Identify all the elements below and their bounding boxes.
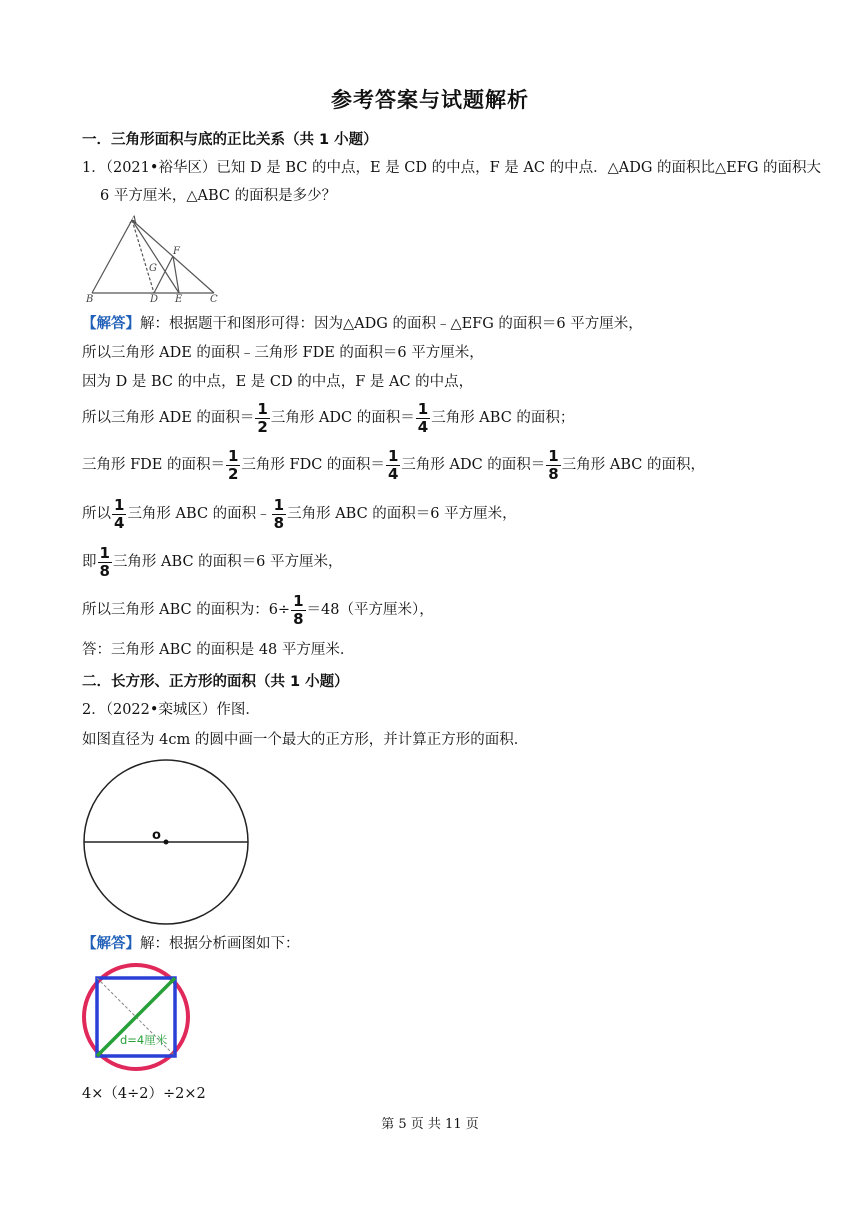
- answer-intro-text: 解：根据题干和图形可得：因为△ADG 的面积﹣△EFG 的面积＝6 平方厘米，: [140, 316, 643, 332]
- center-dot: [164, 840, 169, 845]
- fraction-eighth: $\frac{1}{8}$: [273, 495, 285, 532]
- answer-diagram: [80, 962, 192, 1072]
- label-d: D: [150, 294, 159, 304]
- q1-line-8: 所以三角形 ABC 的面积为：6÷ $\frac{1}{8}$ ＝48（平方厘米），: [82, 591, 434, 628]
- label-g: G: [149, 263, 157, 274]
- q2-stem-line2: 如图直径为 4cm 的圆中画一个最大的正方形，并计算正方形的面积．: [82, 732, 529, 748]
- fraction-quarter: $\frac{1}{4}$: [114, 495, 125, 532]
- page-footer: 第 5 页 共 11 页: [381, 1117, 479, 1132]
- answer-text: 解：根据分析画图如下：: [140, 936, 300, 952]
- label-f: F: [173, 246, 180, 257]
- label-c: C: [210, 294, 218, 304]
- fraction-half: $\frac{1}{2}$: [257, 399, 268, 436]
- answer-tag: 【解答】: [82, 316, 140, 332]
- label-a: A: [130, 215, 138, 226]
- fraction-eighth: $\frac{1}{8}$: [548, 446, 559, 483]
- section-heading-1: 一．三角形面积与底的正比关系（共 1 小题）: [82, 132, 378, 148]
- answer-tag: 【解答】: [82, 936, 140, 952]
- section-heading-2: 二．长方形、正方形的面积（共 1 小题）: [82, 674, 349, 690]
- label-e: E: [175, 294, 183, 304]
- q1-line-6: 所以 $\frac{1}{4}$ 三角形 ABC 的面积﹣ $\frac{1}{8}$ 三角形 ABC 的面积＝6 平方厘米，: [82, 495, 517, 532]
- q1-stem-line1: 1．（2021•裕华区）已知 D 是 BC 的中点，E 是 CD 的中点，F 是 AC 的中点．△ADG 的面积比△EFG 的面积大: [82, 160, 822, 176]
- center-label: o: [152, 828, 161, 843]
- q1-conclusion: 答：三角形 ABC 的面积是 48 平方厘米．: [82, 642, 355, 658]
- q1-line-3: 因为 D 是 BC 的中点，E 是 CD 的中点，F 是 AC 的中点，: [82, 374, 474, 390]
- label-b: B: [86, 294, 94, 304]
- fraction-half: $\frac{1}{2}$: [228, 446, 239, 483]
- q1-line-4: 所以三角形 ADE 的面积＝ $\frac{1}{2}$ 三角形 ADC 的面积＝ $\frac{1}{4}$ 三角形 ABC 的面积；: [82, 399, 575, 436]
- triangle-figure: [84, 214, 230, 304]
- fraction-quarter: $\frac{1}{4}$: [387, 446, 399, 483]
- q1-line-7: 即 $\frac{1}{8}$ 三角形 ABC 的面积＝6 平方厘米，: [82, 543, 343, 580]
- circle-figure: [80, 758, 252, 930]
- q1-line-2: 所以三角形 ADE 的面积﹣三角形 FDE 的面积＝6 平方厘米，: [82, 345, 484, 361]
- q2-stem-line1: 2．（2022•栾城区）作图．: [82, 702, 260, 718]
- fraction-eighth: $\frac{1}{8}$: [293, 591, 304, 628]
- q1-stem-line2: 6 平方厘米，△ABC 的面积是多少？: [100, 188, 337, 204]
- q1-line-5: 三角形 FDE 的面积＝ $\frac{1}{2}$ 三角形 FDC 的面积＝ $\frac{1}{4}$ 三角形 ADC 的面积＝ $\frac{1}{8}$ 三角形 ABC 的面积，: [82, 446, 705, 483]
- q2-answer-intro: [82, 934, 300, 954]
- fraction-quarter: $\frac{1}{4}$: [417, 399, 429, 436]
- q1-answer-intro: [82, 314, 643, 334]
- diameter-label: d=4厘米: [120, 1033, 168, 1047]
- page-title: 参考答案与试题解析: [331, 88, 529, 112]
- fraction-eighth: $\frac{1}{8}$: [99, 543, 110, 580]
- q2-calculation: 4×（4÷2）÷2×2: [82, 1086, 206, 1102]
